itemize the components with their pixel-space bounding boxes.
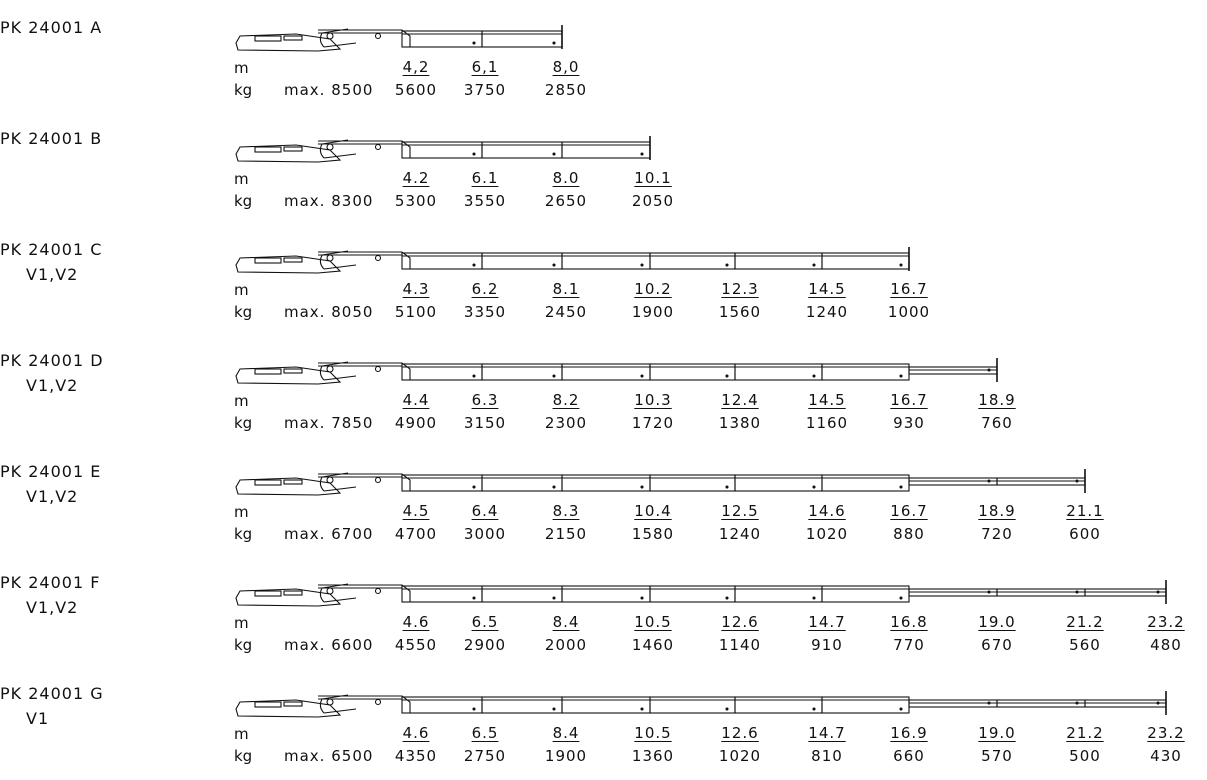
max-capacity (284, 414, 373, 432)
max-value: 8500 (331, 81, 374, 99)
load-value: 1460 (631, 636, 675, 654)
reach-value: 8.2 (552, 391, 580, 409)
unit-length-label: m (234, 59, 249, 77)
reach-value: 14.5 (808, 391, 846, 409)
brand-plate (255, 258, 281, 263)
extension-section (650, 253, 735, 269)
reach-value: 6.3 (471, 391, 499, 409)
config-row (0, 3, 1207, 114)
load-value: 1140 (718, 636, 762, 654)
variant-label: V1,V2 (26, 265, 79, 284)
load-value: 2650 (544, 192, 588, 210)
reach-value: 18.9 (978, 502, 1016, 520)
load-value: 1360 (631, 747, 675, 765)
reach-value: 8.0 (552, 169, 580, 187)
boom-drawing (0, 3, 1207, 63)
reach-value: 8.3 (552, 502, 580, 520)
max-capacity (284, 747, 373, 765)
reach-value: 8,0 (552, 58, 580, 76)
knuckle-joint (376, 34, 381, 39)
reach-value: 4,2 (402, 58, 430, 76)
load-value: 600 (1069, 525, 1101, 543)
extension-section (402, 697, 482, 713)
extension-section (482, 697, 562, 713)
crane-boom (236, 469, 1085, 495)
extension-section (735, 364, 822, 380)
pivot-joint (327, 588, 333, 594)
boom-drawing (0, 336, 1207, 396)
pivot-joint (327, 477, 333, 483)
extension-section (650, 364, 735, 380)
brand-plate (255, 480, 281, 485)
max-capacity (284, 303, 373, 321)
extension-section (402, 253, 482, 269)
max-prefix: max. (284, 525, 326, 543)
reach-value: 6.5 (471, 613, 499, 631)
config-row (0, 558, 1207, 669)
boom-drawing (0, 558, 1207, 618)
load-value: 2050 (631, 192, 675, 210)
extension-section (402, 364, 482, 380)
knuckle-joint (376, 145, 381, 150)
reach-value: 14.7 (808, 613, 846, 631)
extension-section (822, 697, 909, 713)
load-value: 2300 (544, 414, 588, 432)
load-value: 5600 (394, 81, 438, 99)
model-plate (284, 147, 302, 151)
extension-section (562, 586, 650, 602)
reach-value: 12.6 (721, 613, 759, 631)
variant-label: V1,V2 (26, 376, 79, 395)
load-value: 3750 (463, 81, 507, 99)
load-value: 760 (981, 414, 1013, 432)
model-label: PK 24001 C (0, 240, 103, 259)
reach-value: 6,1 (471, 58, 499, 76)
unit-length-label: m (234, 503, 249, 521)
reach-value: 12.3 (721, 280, 759, 298)
load-value: 1240 (718, 525, 762, 543)
reach-value: 18.9 (978, 391, 1016, 409)
unit-mass-label: kg (234, 81, 253, 99)
variant-label: V1,V2 (26, 487, 79, 506)
unit-length-label: m (234, 725, 249, 743)
max-value: 8050 (331, 303, 374, 321)
extension-section (735, 253, 822, 269)
load-value: 2850 (544, 81, 588, 99)
reach-value: 16.7 (890, 502, 928, 520)
reach-value: 10.3 (634, 391, 672, 409)
reach-value: 16.8 (890, 613, 928, 631)
reach-value: 4.2 (402, 169, 430, 187)
reach-value: 6.5 (471, 724, 499, 742)
reach-value: 8.4 (552, 724, 580, 742)
unit-length-label: m (234, 281, 249, 299)
max-capacity (284, 192, 373, 210)
reach-value: 12.5 (721, 502, 759, 520)
config-row (0, 447, 1207, 558)
reach-value: 14.5 (808, 280, 846, 298)
load-value: 500 (1069, 747, 1101, 765)
extension-section (482, 475, 562, 491)
max-capacity (284, 636, 373, 654)
model-plate (284, 36, 302, 40)
load-value: 1160 (805, 414, 849, 432)
load-value: 670 (981, 636, 1013, 654)
reach-value: 19.0 (978, 613, 1016, 631)
reach-value: 12.4 (721, 391, 759, 409)
extension-section (650, 586, 735, 602)
boom-drawing (0, 669, 1207, 729)
unit-length-label: m (234, 392, 249, 410)
brand-plate (255, 702, 281, 707)
boom-drawing (0, 114, 1207, 174)
load-value: 5100 (394, 303, 438, 321)
variant-label: V1,V2 (26, 598, 79, 617)
load-value: 1240 (805, 303, 849, 321)
extension-section (562, 253, 650, 269)
load-value: 5300 (394, 192, 438, 210)
model-plate (284, 591, 302, 595)
extension-section (650, 697, 735, 713)
extension-section (735, 475, 822, 491)
reach-value: 16.9 (890, 724, 928, 742)
reach-value: 14.7 (808, 724, 846, 742)
extension-section (735, 586, 822, 602)
pivot-joint (327, 144, 333, 150)
model-label: PK 24001 F (0, 573, 101, 592)
load-value: 2150 (544, 525, 588, 543)
extension-section (482, 364, 562, 380)
load-value: 2750 (463, 747, 507, 765)
extension-section (562, 697, 650, 713)
config-row (0, 225, 1207, 336)
extension-section (822, 475, 909, 491)
load-value: 3350 (463, 303, 507, 321)
load-value: 1900 (631, 303, 675, 321)
model-label: PK 24001 D (0, 351, 104, 370)
reach-value: 4.3 (402, 280, 430, 298)
model-plate (284, 258, 302, 262)
unit-length-label: m (234, 614, 249, 632)
pivot-joint (327, 255, 333, 261)
reach-value: 8.4 (552, 613, 580, 631)
knuckle-joint (376, 367, 381, 372)
extension-section (402, 475, 482, 491)
max-value: 7850 (331, 414, 374, 432)
max-capacity (284, 525, 373, 543)
model-label: PK 24001 E (0, 462, 102, 481)
unit-mass-label: kg (234, 192, 253, 210)
unit-mass-label: kg (234, 747, 253, 765)
extension-section (822, 364, 909, 380)
model-label: PK 24001 A (0, 18, 103, 37)
reach-value: 10.2 (634, 280, 672, 298)
load-value: 480 (1150, 636, 1182, 654)
model-plate (284, 702, 302, 706)
knuckle-joint (376, 589, 381, 594)
reach-value: 23.2 (1147, 613, 1185, 631)
brand-plate (255, 591, 281, 596)
reach-value: 4.6 (402, 613, 430, 631)
model-plate (284, 369, 302, 373)
crane-boom (236, 580, 1166, 606)
reach-value: 12.6 (721, 724, 759, 742)
model-plate (284, 480, 302, 484)
load-value: 810 (811, 747, 843, 765)
max-value: 6700 (331, 525, 374, 543)
load-value: 2000 (544, 636, 588, 654)
crane-boom (236, 25, 562, 51)
brand-plate (255, 369, 281, 374)
crane-boom (236, 358, 997, 384)
extension-section (402, 586, 482, 602)
load-value: 3150 (463, 414, 507, 432)
crane-base (236, 145, 340, 162)
load-value: 1720 (631, 414, 675, 432)
reach-value: 16.7 (890, 280, 928, 298)
config-row (0, 114, 1207, 225)
variant-label: V1 (26, 709, 50, 728)
reach-value: 6.4 (471, 502, 499, 520)
max-value: 6500 (331, 747, 374, 765)
crane-boom (236, 136, 650, 162)
max-prefix: max. (284, 747, 326, 765)
reach-value: 21.1 (1066, 502, 1104, 520)
crane-boom (236, 247, 909, 273)
extension-section (482, 31, 562, 47)
load-value: 4550 (394, 636, 438, 654)
load-value: 4350 (394, 747, 438, 765)
config-row (0, 669, 1207, 780)
load-value: 2900 (463, 636, 507, 654)
reach-value: 16.7 (890, 391, 928, 409)
extension-section (562, 364, 650, 380)
load-value: 2450 (544, 303, 588, 321)
max-prefix: max. (284, 192, 326, 210)
brand-plate (255, 147, 281, 152)
load-value: 3000 (463, 525, 507, 543)
knuckle-joint (376, 256, 381, 261)
load-value: 4700 (394, 525, 438, 543)
load-value: 660 (893, 747, 925, 765)
max-prefix: max. (284, 81, 326, 99)
load-value: 1020 (718, 747, 762, 765)
max-prefix: max. (284, 636, 326, 654)
load-value: 560 (1069, 636, 1101, 654)
unit-mass-label: kg (234, 414, 253, 432)
reach-value: 19.0 (978, 724, 1016, 742)
extension-section (482, 142, 562, 158)
unit-mass-label: kg (234, 525, 253, 543)
unit-mass-label: kg (234, 636, 253, 654)
max-prefix: max. (284, 303, 326, 321)
reach-value: 23.2 (1147, 724, 1185, 742)
max-value: 6600 (331, 636, 374, 654)
unit-mass-label: kg (234, 303, 253, 321)
reach-value: 4.4 (402, 391, 430, 409)
boom-drawing (0, 225, 1207, 285)
pivot-joint (327, 33, 333, 39)
extension-section (402, 142, 482, 158)
reach-value: 8.1 (552, 280, 580, 298)
model-label: PK 24001 G (0, 684, 104, 703)
reach-value: 10.4 (634, 502, 672, 520)
load-value: 1380 (718, 414, 762, 432)
config-row (0, 336, 1207, 447)
load-value: 1020 (805, 525, 849, 543)
extension-section (402, 31, 482, 47)
load-value: 720 (981, 525, 1013, 543)
reach-value: 10.1 (634, 169, 672, 187)
reach-value: 10.5 (634, 613, 672, 631)
unit-length-label: m (234, 170, 249, 188)
load-value: 430 (1150, 747, 1182, 765)
load-value: 910 (811, 636, 843, 654)
knuckle-joint (376, 478, 381, 483)
load-value: 880 (893, 525, 925, 543)
pivot-joint (327, 699, 333, 705)
knuckle-joint (376, 700, 381, 705)
extension-section (822, 253, 909, 269)
reach-value: 14.6 (808, 502, 846, 520)
load-value: 1580 (631, 525, 675, 543)
load-value: 930 (893, 414, 925, 432)
load-value: 3550 (463, 192, 507, 210)
load-value: 570 (981, 747, 1013, 765)
extension-section (822, 586, 909, 602)
load-value: 770 (893, 636, 925, 654)
extension-section (650, 475, 735, 491)
extension-section (482, 253, 562, 269)
boom-drawing (0, 447, 1207, 507)
crane-boom (236, 691, 1166, 717)
load-value: 1560 (718, 303, 762, 321)
load-value: 4900 (394, 414, 438, 432)
extension-section (735, 697, 822, 713)
extension-section (562, 475, 650, 491)
load-value: 1900 (544, 747, 588, 765)
reach-value: 4.6 (402, 724, 430, 742)
pivot-joint (327, 366, 333, 372)
load-value: 1000 (887, 303, 931, 321)
extension-section (562, 142, 650, 158)
reach-value: 6.1 (471, 169, 499, 187)
brand-plate (255, 36, 281, 41)
model-label: PK 24001 B (0, 129, 103, 148)
max-capacity (284, 81, 373, 99)
reach-value: 21.2 (1066, 724, 1104, 742)
max-value: 8300 (331, 192, 374, 210)
max-prefix: max. (284, 414, 326, 432)
reach-value: 21.2 (1066, 613, 1104, 631)
reach-value: 10.5 (634, 724, 672, 742)
reach-value: 4.5 (402, 502, 430, 520)
extension-section (482, 586, 562, 602)
reach-value: 6.2 (471, 280, 499, 298)
